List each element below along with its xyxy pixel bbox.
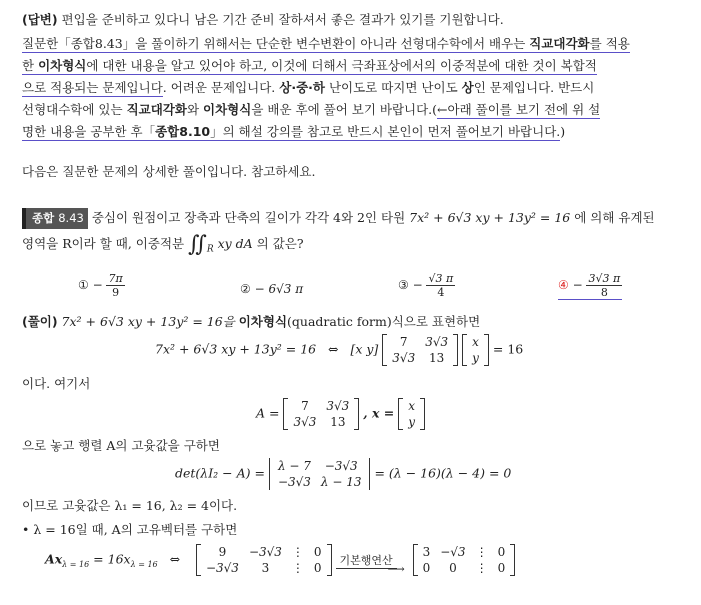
augmented-matrix: 9 −3√3 ⋮ 0 −3√3 3 ⋮ 0: [196, 544, 332, 576]
ellipse-equation: 7x² + 6√3 xy + 13y² = 16: [409, 210, 571, 225]
row-operation-arrow: 기본행연산 ⟶: [336, 552, 397, 569]
column-vector: x y: [462, 334, 489, 366]
answer-line-2: 질문한「종합8.43」을 풀이하기 위해서는 단순한 변수변환이 아니라 선형대수학에서 배우는 직교대각화를 적용: [22, 36, 630, 51]
answer-line-3: 한 이차형식에 대한 내용을 알고 있어야 하고, 이것에 더해서 극좌표상에서의 이중적분에 대한 것이 복합적: [22, 58, 597, 73]
solution-label: (풀이): [22, 314, 58, 329]
vector-x: x y: [398, 398, 425, 430]
answer-label: (답변): [22, 12, 58, 27]
matrix-A: 7 3√3 3√3 13: [283, 398, 359, 430]
problem-badge: 종합 8.43: [22, 208, 88, 229]
solution-line-4: 이므로 고윳값은 λ₁ = 16, λ₂ = 4이다.: [22, 498, 238, 513]
characteristic-equation: det(λI₂ − A) = λ − 7 −3√3 −3√3 λ − 13 = (λ − 16)(λ − 4) = 0: [175, 459, 512, 489]
solution-line-1: (풀이) 7x² + 6√3 xy + 13y² = 16을 이차형식(quadratic form)식으로 표현하면: [22, 314, 481, 329]
double-integral-symbol: ∬: [188, 232, 207, 257]
problem-line-1: 종합 8.43 중심이 원점이고 장축과 단축의 길이가 각각 4와 2인 타원 7x² + 6√3 xy + 13y² = 16 에 의해 유계된: [22, 208, 655, 229]
solution-line-3: 으로 놓고 행렬 A의 고윳값을 구하면: [22, 438, 220, 453]
choice-4-correct[interactable]: ④ − $\frac{3√3 \pi}{8}$: [558, 272, 621, 299]
reduced-matrix: 3 −√3 ⋮ 0 0 0 ⋮ 0: [413, 544, 516, 576]
choice-3[interactable]: ③ − $\frac{√3 \pi}{4}$: [398, 272, 454, 299]
intro-text: 다음은 질문한 문제의 상세한 풀이입니다. 참고하세요.: [22, 164, 316, 179]
answer-line-6: 명한 내용을 공부한 후「종합8.10」의 해설 강의를 참고로 반드시 본인이 먼저 풀어보기 바랍니다.): [22, 124, 566, 139]
eigenvector-equation: $Ax_{\lambda = 16} = 16x_{\lambda = 16}$ ⇔ 9 −3√3 ⋮ 0 −3√3 3 ⋮ 0 기본행연산 ⟶ 3 −√3 ⋮ 0 0 0 ⋮ 0: [45, 544, 515, 576]
choice-1[interactable]: ① − $\frac{7\pi}{9}$: [78, 272, 123, 299]
determinant-matrix: λ − 7 −3√3 −3√3 λ − 13: [269, 458, 371, 490]
matrix-definitions: A = 7 3√3 3√3 13 , x = x y: [256, 398, 425, 430]
matrix-A-inline: 7 3√3 3√3 13: [382, 334, 458, 366]
problem-line-2: 영역을 R이라 할 때, 이중적분 $∬_R$ xy dA 의 값은?: [22, 232, 304, 257]
quadratic-form-equation: 7x² + 6√3 xy + 13y² = 16 ⇔ [x y] 7 3√3 3√3 13 x y = 16: [155, 335, 524, 365]
solution-line-2: 이다. 여기서: [22, 376, 91, 391]
solution-line-5: • λ = 16일 때, A의 고유벡터를 구하면: [22, 522, 238, 537]
answer-line-5: 선형대수학에 있는 직교대각화와 이차형식을 배운 후에 풀어 보기 바랍니다.(←아래 풀이를 보기 전에 위 설: [22, 102, 601, 117]
choice-2[interactable]: ② − 6√3 π: [240, 282, 304, 296]
answer-line-4: 으로 적용되는 문제입니다. 어려운 문제입니다. 상·중·하 난이도로 따지면 난이도 상인 문제입니다. 반드시: [22, 80, 595, 95]
answer-line-1: (답변) 편입을 준비하고 있다니 남은 기간 준비 잘하셔서 좋은 결과가 있기를 기원합니다.: [22, 12, 504, 27]
